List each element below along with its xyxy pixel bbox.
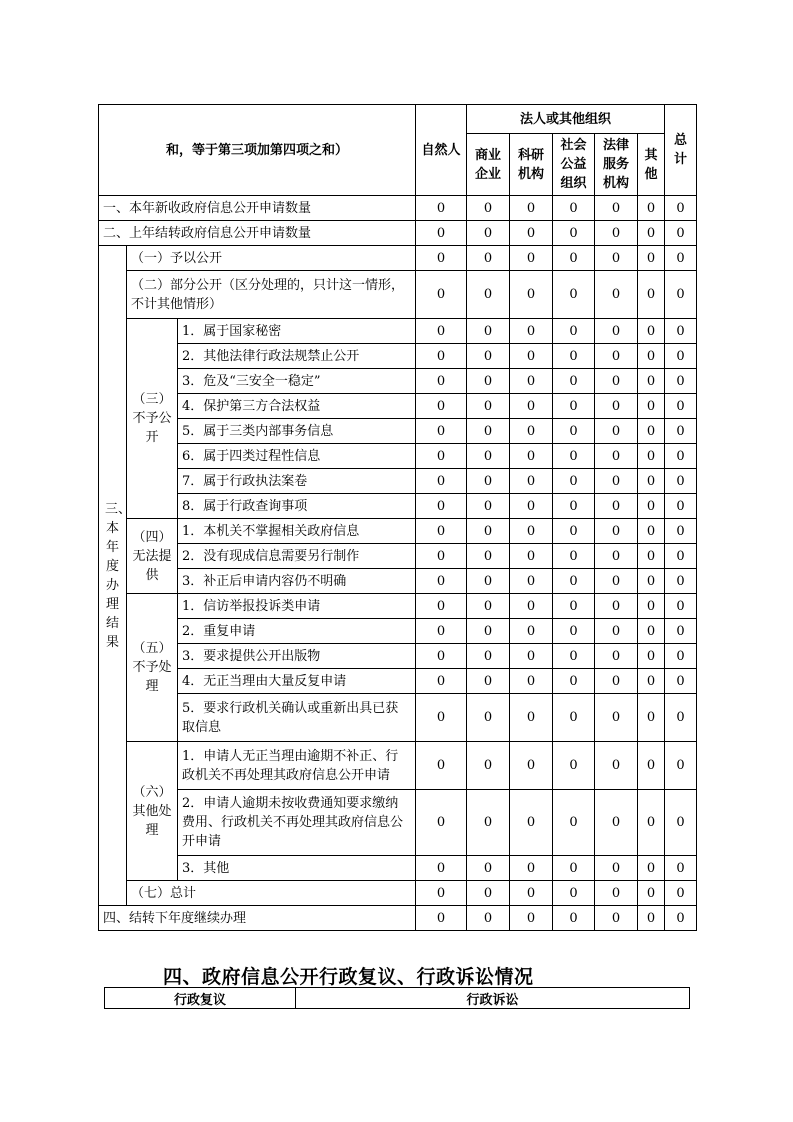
- value-cell: 0: [416, 271, 467, 319]
- value-cell: 0: [467, 494, 510, 519]
- value-cell: 0: [467, 619, 510, 644]
- value-cell: 0: [665, 319, 697, 344]
- admin-review-header: 行政复议: [105, 988, 296, 1009]
- value-cell: 0: [553, 419, 595, 444]
- value-cell: 0: [553, 319, 595, 344]
- value-cell: 0: [595, 790, 638, 856]
- value-cell: 0: [638, 196, 665, 221]
- value-cell: 0: [595, 742, 638, 790]
- value-cell: 0: [467, 569, 510, 594]
- value-cell: 0: [665, 469, 697, 494]
- header-natural-person: 自然人: [416, 105, 467, 196]
- row-not-handled-5: [99, 694, 697, 742]
- value-cell: 0: [595, 881, 638, 906]
- value-cell: 0: [638, 906, 665, 931]
- row-not-disclose-7: [99, 469, 697, 494]
- value-cell: 0: [510, 369, 553, 394]
- value-cell: 0: [553, 394, 595, 419]
- value-cell: 0: [595, 469, 638, 494]
- item-label: 1．本机关不掌握相关政府信息: [178, 519, 416, 544]
- value-cell: 0: [416, 856, 467, 881]
- value-cell: 0: [665, 694, 697, 742]
- value-cell: 0: [665, 569, 697, 594]
- header-sub-research: 科研机构: [510, 134, 553, 196]
- value-cell: 0: [510, 594, 553, 619]
- value-cell: 0: [416, 469, 467, 494]
- value-cell: 0: [553, 444, 595, 469]
- row-not-disclose-2: [99, 344, 697, 369]
- value-cell: 0: [467, 881, 510, 906]
- value-cell: 0: [595, 544, 638, 569]
- value-cell: 0: [595, 619, 638, 644]
- value-cell: 0: [467, 594, 510, 619]
- value-cell: 0: [510, 694, 553, 742]
- value-cell: 0: [638, 569, 665, 594]
- value-cell: 0: [638, 444, 665, 469]
- value-cell: 0: [467, 644, 510, 669]
- item-label: 2．没有现成信息需要另行制作: [178, 544, 416, 569]
- value-cell: 0: [510, 221, 553, 246]
- review-litigation-table: [104, 987, 690, 1009]
- value-cell: 0: [595, 444, 638, 469]
- value-cell: 0: [510, 906, 553, 931]
- group-not-handled-label: （五）不予处理: [127, 594, 178, 742]
- header-sub-other: 其他: [638, 134, 665, 196]
- header-sub-commercial: 商业企业: [467, 134, 510, 196]
- value-cell: 0: [510, 519, 553, 544]
- section-heading: 四、政府信息公开行政复议、行政诉讼情况: [163, 966, 534, 988]
- row-not-handled-2: [99, 619, 697, 644]
- admin-litigation-header: 行政诉讼: [296, 988, 690, 1009]
- row-partial: [99, 271, 697, 319]
- value-cell: 0: [467, 669, 510, 694]
- row-not-disclose-6: [99, 444, 697, 469]
- value-cell: 0: [510, 319, 553, 344]
- value-cell: 0: [553, 906, 595, 931]
- value-cell: 0: [595, 344, 638, 369]
- value-cell: 0: [665, 544, 697, 569]
- value-cell: 0: [553, 742, 595, 790]
- value-cell: 0: [665, 494, 697, 519]
- section3-label: 三、本年度办理结果: [99, 246, 127, 906]
- row-label: （二）部分公开（区分处理的，只计这一情形，不计其他情形）: [127, 271, 416, 319]
- value-cell: 0: [595, 196, 638, 221]
- value-cell: 0: [638, 544, 665, 569]
- value-cell: 0: [416, 419, 467, 444]
- value-cell: 0: [553, 644, 595, 669]
- value-cell: 0: [665, 644, 697, 669]
- value-cell: 0: [510, 246, 553, 271]
- value-cell: 0: [467, 519, 510, 544]
- value-cell: 0: [638, 469, 665, 494]
- value-cell: 0: [416, 519, 467, 544]
- value-cell: 0: [638, 419, 665, 444]
- value-cell: 0: [595, 271, 638, 319]
- value-cell: 0: [638, 856, 665, 881]
- applications-table: [98, 104, 697, 931]
- row-label: （七）总计: [127, 881, 416, 906]
- row-cannot-provide-1: [99, 519, 697, 544]
- value-cell: 0: [510, 790, 553, 856]
- row-label: 一、本年新收政府信息公开申请数量: [99, 196, 416, 221]
- value-cell: 0: [553, 246, 595, 271]
- value-cell: 0: [510, 881, 553, 906]
- value-cell: 0: [416, 906, 467, 931]
- value-cell: 0: [510, 344, 553, 369]
- value-cell: 0: [553, 469, 595, 494]
- row-other-handling-3: [99, 856, 697, 881]
- item-label: 2．重复申请: [178, 619, 416, 644]
- value-cell: 0: [416, 669, 467, 694]
- value-cell: 0: [416, 221, 467, 246]
- value-cell: 0: [510, 569, 553, 594]
- value-cell: 0: [467, 196, 510, 221]
- value-cell: 0: [510, 271, 553, 319]
- value-cell: 0: [595, 906, 638, 931]
- value-cell: 0: [665, 394, 697, 419]
- header-row-1: [99, 105, 697, 134]
- value-cell: 0: [665, 271, 697, 319]
- value-cell: 0: [553, 271, 595, 319]
- value-cell: 0: [595, 594, 638, 619]
- value-cell: 0: [638, 669, 665, 694]
- value-cell: 0: [416, 196, 467, 221]
- value-cell: 0: [553, 344, 595, 369]
- value-cell: 0: [510, 419, 553, 444]
- value-cell: 0: [665, 519, 697, 544]
- header-sub-legal-service: 法律服务机构: [595, 134, 638, 196]
- value-cell: 0: [416, 246, 467, 271]
- item-label: 7．属于行政执法案卷: [178, 469, 416, 494]
- item-label: 6．属于四类过程性信息: [178, 444, 416, 469]
- value-cell: 0: [595, 519, 638, 544]
- value-cell: 0: [510, 644, 553, 669]
- value-cell: 0: [665, 881, 697, 906]
- value-cell: 0: [595, 319, 638, 344]
- value-cell: 0: [510, 444, 553, 469]
- value-cell: 0: [553, 494, 595, 519]
- row-carry-forward: [99, 906, 697, 931]
- value-cell: 0: [510, 544, 553, 569]
- row-not-handled-1: [99, 594, 697, 619]
- table-body: [99, 105, 697, 931]
- value-cell: 0: [595, 569, 638, 594]
- row-not-disclose-8: [99, 494, 697, 519]
- row-cannot-provide-3: [99, 569, 697, 594]
- value-cell: 0: [665, 196, 697, 221]
- value-cell: 0: [553, 369, 595, 394]
- row-not-handled-4: [99, 669, 697, 694]
- value-cell: 0: [467, 221, 510, 246]
- value-cell: 0: [638, 344, 665, 369]
- item-label: 3．其他: [178, 856, 416, 881]
- value-cell: 0: [416, 344, 467, 369]
- row-new-requests: [99, 196, 697, 221]
- value-cell: 0: [638, 790, 665, 856]
- value-cell: 0: [665, 369, 697, 394]
- value-cell: 0: [510, 494, 553, 519]
- item-label: 2．其他法律行政法规禁止公开: [178, 344, 416, 369]
- value-cell: 0: [638, 246, 665, 271]
- row-not-disclose-1: [99, 319, 697, 344]
- row-not-disclose-3: [99, 369, 697, 394]
- item-label: 5．要求行政机关确认或重新出具已获取信息: [178, 694, 416, 742]
- value-cell: 0: [638, 694, 665, 742]
- value-cell: 0: [638, 319, 665, 344]
- value-cell: 0: [665, 444, 697, 469]
- value-cell: 0: [467, 856, 510, 881]
- value-cell: 0: [416, 619, 467, 644]
- row-not-disclose-5: [99, 419, 697, 444]
- value-cell: 0: [467, 319, 510, 344]
- value-cell: 0: [553, 694, 595, 742]
- row-disclose: [99, 246, 697, 271]
- value-cell: 0: [595, 419, 638, 444]
- value-cell: 0: [510, 669, 553, 694]
- value-cell: 0: [595, 644, 638, 669]
- value-cell: 0: [416, 881, 467, 906]
- value-cell: 0: [416, 694, 467, 742]
- value-cell: 0: [665, 594, 697, 619]
- value-cell: 0: [638, 494, 665, 519]
- value-cell: 0: [467, 271, 510, 319]
- value-cell: 0: [467, 344, 510, 369]
- value-cell: 0: [416, 494, 467, 519]
- value-cell: 0: [416, 319, 467, 344]
- header-legal-group: 法人或其他组织: [467, 105, 665, 134]
- value-cell: 0: [553, 221, 595, 246]
- value-cell: 0: [638, 619, 665, 644]
- value-cell: 0: [638, 594, 665, 619]
- row-other-handling-2: [99, 790, 697, 856]
- value-cell: 0: [510, 394, 553, 419]
- value-cell: 0: [553, 790, 595, 856]
- value-cell: 0: [467, 906, 510, 931]
- value-cell: 0: [416, 790, 467, 856]
- value-cell: 0: [467, 469, 510, 494]
- item-label: 1．属于国家秘密: [178, 319, 416, 344]
- value-cell: 0: [553, 856, 595, 881]
- value-cell: 0: [665, 246, 697, 271]
- item-label: 1．申请人无正当理由逾期不补正、行政机关不再处理其政府信息公开申请: [178, 742, 416, 790]
- item-label: 8．属于行政查询事项: [178, 494, 416, 519]
- value-cell: 0: [553, 881, 595, 906]
- value-cell: 0: [467, 246, 510, 271]
- header-sub-public-welfare: 社会公益组织: [553, 134, 595, 196]
- value-cell: 0: [665, 619, 697, 644]
- value-cell: 0: [416, 544, 467, 569]
- value-cell: 0: [416, 369, 467, 394]
- value-cell: 0: [595, 221, 638, 246]
- value-cell: 0: [510, 196, 553, 221]
- value-cell: 0: [553, 519, 595, 544]
- value-cell: 0: [665, 906, 697, 931]
- value-cell: 0: [416, 569, 467, 594]
- value-cell: 0: [553, 594, 595, 619]
- value-cell: 0: [665, 669, 697, 694]
- value-cell: 0: [553, 669, 595, 694]
- row-label: 二、上年结转政府信息公开申请数量: [99, 221, 416, 246]
- item-label: 4．无正当理由大量反复申请: [178, 669, 416, 694]
- value-cell: 0: [638, 221, 665, 246]
- group-not-disclose-label: （三）不予公开: [127, 319, 178, 519]
- item-label: 3．要求提供公开出版物: [178, 644, 416, 669]
- value-cell: 0: [510, 742, 553, 790]
- value-cell: 0: [595, 694, 638, 742]
- value-cell: 0: [467, 694, 510, 742]
- value-cell: 0: [595, 856, 638, 881]
- value-cell: 0: [665, 790, 697, 856]
- item-label: 4．保护第三方合法权益: [178, 394, 416, 419]
- value-cell: 0: [553, 569, 595, 594]
- value-cell: 0: [638, 369, 665, 394]
- row-not-handled-3: [99, 644, 697, 669]
- value-cell: 0: [416, 394, 467, 419]
- value-cell: 0: [665, 221, 697, 246]
- value-cell: 0: [638, 742, 665, 790]
- item-label: 3．补正后申请内容仍不明确: [178, 569, 416, 594]
- value-cell: 0: [595, 669, 638, 694]
- item-label: 3．危及“三安全一稳定”: [178, 369, 416, 394]
- value-cell: 0: [510, 619, 553, 644]
- value-cell: 0: [467, 742, 510, 790]
- value-cell: 0: [638, 519, 665, 544]
- value-cell: 0: [638, 271, 665, 319]
- value-cell: 0: [638, 644, 665, 669]
- review-litigation-header: [105, 988, 690, 1009]
- value-cell: 0: [595, 246, 638, 271]
- value-cell: 0: [638, 881, 665, 906]
- row-carried-over: [99, 221, 697, 246]
- value-cell: 0: [467, 544, 510, 569]
- value-cell: 0: [467, 394, 510, 419]
- value-cell: 0: [467, 444, 510, 469]
- row-cannot-provide-2: [99, 544, 697, 569]
- item-label: 2．申请人逾期未按收费通知要求缴纳费用、行政机关不再处理其政府信息公开申请: [178, 790, 416, 856]
- value-cell: 0: [467, 369, 510, 394]
- header-title: 和，等于第三项加第四项之和）: [99, 105, 416, 196]
- value-cell: 0: [665, 742, 697, 790]
- row-other-handling-1: [99, 742, 697, 790]
- value-cell: 0: [595, 369, 638, 394]
- value-cell: 0: [595, 394, 638, 419]
- group-other-handling-label: （六）其他处理: [127, 742, 178, 881]
- group-cannot-provide-label: （四）无法提供: [127, 519, 178, 594]
- value-cell: 0: [416, 742, 467, 790]
- value-cell: 0: [467, 419, 510, 444]
- value-cell: 0: [416, 644, 467, 669]
- row-label: 四、结转下年度继续办理: [99, 906, 416, 931]
- row-label: （一）予以公开: [127, 246, 416, 271]
- value-cell: 0: [510, 469, 553, 494]
- row-not-disclose-4: [99, 394, 697, 419]
- value-cell: 0: [595, 494, 638, 519]
- value-cell: 0: [416, 594, 467, 619]
- value-cell: 0: [665, 344, 697, 369]
- header-total: 总计: [665, 105, 697, 196]
- item-label: 5．属于三类内部事务信息: [178, 419, 416, 444]
- row-subtotal: [99, 881, 697, 906]
- value-cell: 0: [416, 444, 467, 469]
- item-label: 1．信访举报投诉类申请: [178, 594, 416, 619]
- value-cell: 0: [638, 394, 665, 419]
- value-cell: 0: [467, 790, 510, 856]
- value-cell: 0: [553, 619, 595, 644]
- value-cell: 0: [510, 856, 553, 881]
- value-cell: 0: [665, 856, 697, 881]
- value-cell: 0: [553, 544, 595, 569]
- value-cell: 0: [665, 419, 697, 444]
- value-cell: 0: [553, 196, 595, 221]
